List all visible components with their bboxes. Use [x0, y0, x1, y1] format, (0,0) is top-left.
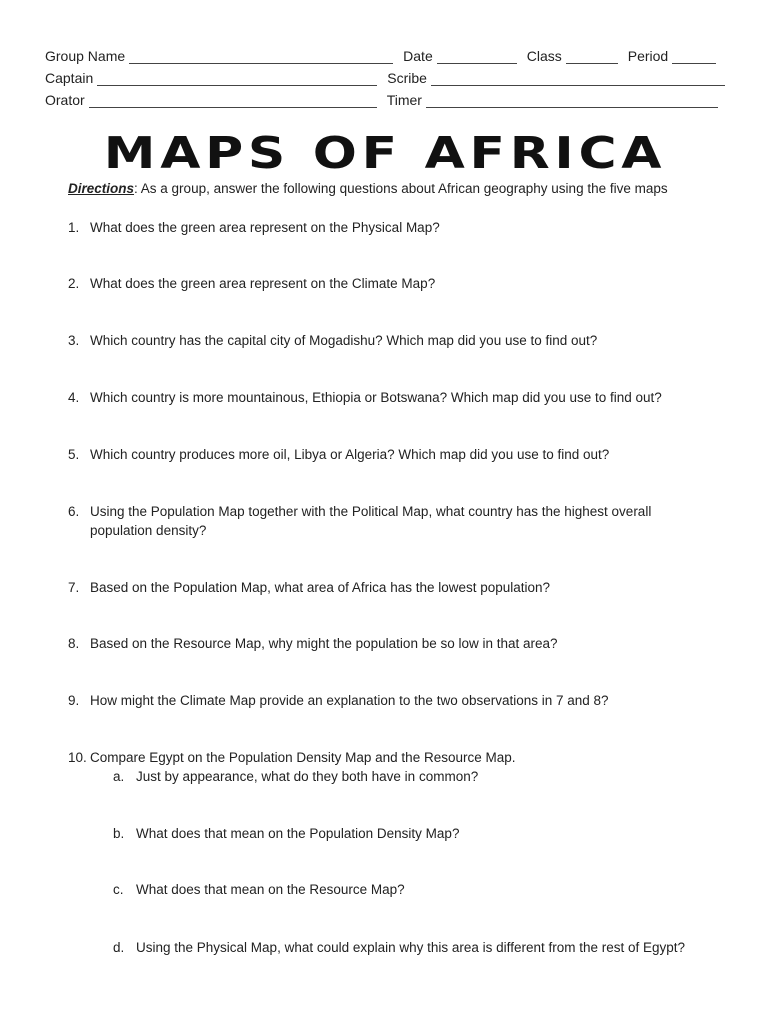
orator-label: Orator — [45, 92, 85, 108]
question-text: Which country is more mountainous, Ethiopia or Botswana? Which map did you use to find out? — [90, 390, 662, 405]
question-5 — [68, 445, 705, 464]
header-row-orator — [45, 92, 718, 108]
timer-label: Timer — [386, 92, 422, 108]
question-text: Compare Egypt on the Population Density Map and the Resource Map. — [90, 750, 516, 765]
scribe-field[interactable] — [431, 71, 725, 86]
subquestion-d — [113, 938, 685, 957]
header-row-captain — [45, 70, 725, 86]
group-name-field[interactable] — [129, 49, 393, 64]
question-3 — [68, 331, 705, 350]
period-label: Period — [627, 48, 669, 64]
subquestion-letter: c. — [113, 882, 124, 897]
captain-label: Captain — [45, 70, 94, 86]
group-name-label: Group Name — [45, 48, 126, 64]
header-row-group — [45, 48, 716, 64]
question-text: Which country has the capital city of Mogadishu? Which map did you use to find out? — [90, 333, 598, 348]
captain-field[interactable] — [97, 71, 377, 86]
question-1 — [68, 218, 705, 237]
directions-label: Directions — [68, 181, 135, 196]
question-text: What does the green area represent on the Climate Map? — [90, 276, 436, 291]
question-6 — [68, 502, 705, 540]
question-text: What does the green area represent on the Physical Map? — [90, 220, 440, 235]
question-number: 1. — [68, 220, 80, 235]
subquestion-text: What does that mean on the Resource Map? — [136, 882, 405, 897]
question-number: 3. — [68, 333, 80, 348]
question-4 — [68, 388, 705, 407]
question-number: 2. — [68, 276, 80, 291]
question-text: How might the Climate Map provide an explanation to the two observations in 7 and 8? — [90, 693, 609, 708]
directions-text: : As a group, answer the following questions about African geography using the five maps — [134, 181, 668, 196]
subquestion-c — [113, 880, 405, 899]
period-field[interactable] — [672, 49, 716, 64]
question-2 — [68, 274, 705, 293]
subquestion-letter: a. — [113, 769, 125, 784]
question-number: 7. — [68, 580, 80, 595]
question-8 — [68, 634, 705, 653]
question-text: Based on the Population Map, what area of Africa has the lowest population? — [90, 580, 551, 595]
directions — [68, 181, 668, 196]
question-10 — [68, 748, 705, 767]
question-number: 4. — [68, 390, 80, 405]
subquestion-letter: b. — [113, 826, 125, 841]
question-number: 5. — [68, 447, 80, 462]
question-text: Based on the Resource Map, why might the population be so low in that area? — [90, 636, 558, 651]
question-9 — [68, 691, 705, 710]
subquestion-letter: d. — [113, 940, 125, 955]
class-label: Class — [526, 48, 562, 64]
page-title: MAPS OF AFRICA — [103, 128, 667, 179]
question-number: 10. — [68, 750, 87, 765]
timer-field[interactable] — [426, 93, 718, 108]
date-field[interactable] — [437, 49, 517, 64]
question-number: 8. — [68, 636, 80, 651]
scribe-label: Scribe — [387, 70, 427, 86]
subquestion-text: Using the Physical Map, what could explain why this area is different from the rest of Egypt? — [136, 940, 686, 955]
subquestion-a — [113, 767, 478, 786]
question-text: Which country produces more oil, Libya or Algeria? Which map did you use to find out? — [90, 447, 610, 462]
date-label: Date — [403, 48, 433, 64]
subquestion-text: Just by appearance, what do they both have in common? — [136, 769, 479, 784]
question-7 — [68, 578, 705, 597]
question-number: 9. — [68, 693, 80, 708]
question-number: 6. — [68, 504, 80, 519]
class-field[interactable] — [566, 49, 618, 64]
orator-field[interactable] — [89, 93, 377, 108]
question-text: Using the Population Map together with the Political Map, what country has the highest overall population density? — [90, 504, 652, 538]
subquestion-b — [113, 824, 459, 843]
subquestion-text: What does that mean on the Population Density Map? — [136, 826, 460, 841]
